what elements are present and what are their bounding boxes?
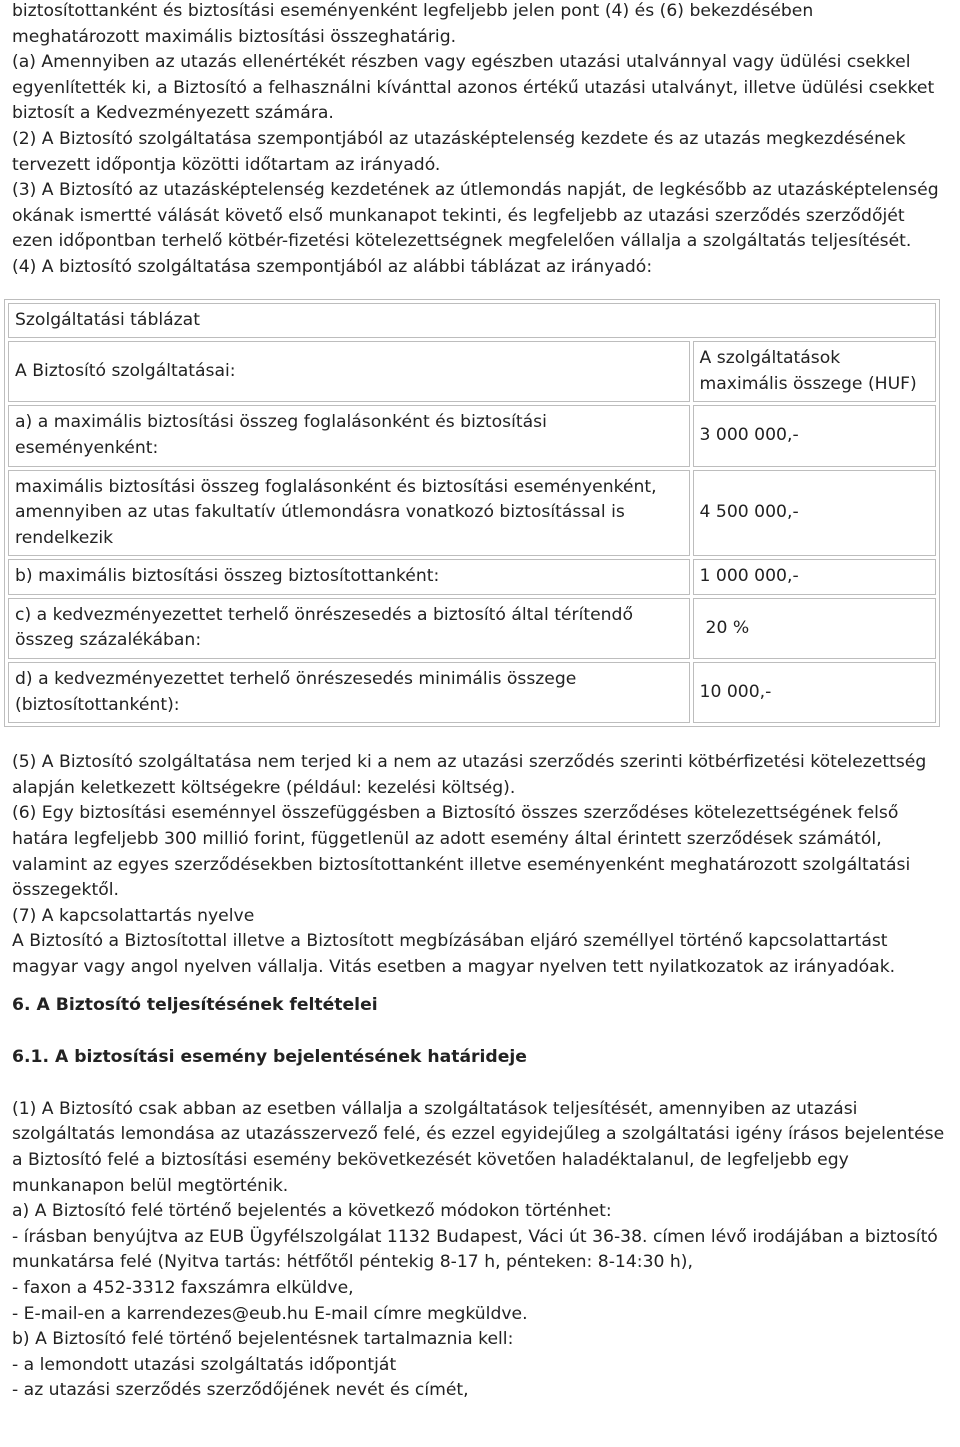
paragraph-4: (4) A biztosító szolgáltatása szempontjából az alábbi táblázat az irányadó: — [12, 256, 653, 277]
intro-line-1: biztosítottanként és biztosítási eseményenként legfeljebb jelen pont (4) és (6) bekezdésében — [12, 1, 814, 21]
table-cell-value: 10 000,- — [693, 662, 936, 723]
table-cell-label: d) a kedvezményezettet terhelő önrészesedés minimális összege (biztosítottanként): — [8, 662, 690, 723]
table-row — [8, 559, 936, 595]
section-heading-6-1: 6.1. A biztosítási esemény bejelentésének határideje — [12, 1047, 527, 1068]
paragraph-6: (6) Egy biztosítási eseménnyel összefüggésben a Biztosító összes szerződéses kötelezettségének felső határa legfeljebb 300 millió forint, függetlenül az adott esemény által érintett szerződések számától, valamint az egyes szerződésekben biztosítottanként illetve eseményenként meghatározott szolgáltatási összegektől. — [12, 803, 911, 901]
list-item: a) A Biztosító felé történő bejelentés a következő módokon történhet: — [12, 1201, 612, 1222]
table-header-amount: A szolgáltatások maximális összege (HUF) — [693, 341, 936, 402]
table-row — [8, 598, 936, 659]
table-header-services: A Biztosító szolgáltatásai: — [8, 341, 690, 402]
section-heading-6: 6. A Biztosító teljesítésének feltételei — [12, 994, 378, 1015]
list-item: b) A Biztosító felé történő bejelentésnek tartalmaznia kell: — [12, 1329, 514, 1350]
paragraph-3: (3) A Biztosító az utazásképtelenség kezdetének az útlemondás napját, de legkésőbb az utazásképtelenség okának ismertté válását követő első munkanapot tekinti, és legfeljebb az utazási szerződés szerződőjét ezen időpontban terhelő kötbér-fizetési kötelezettségnek megfelelően vállalja a szolgáltatás teljesítését. — [12, 180, 939, 252]
paragraph-a: (a) Amennyiben az utazás ellenértékét részben vagy egészben utazási utalvánnyal vagy üdülési csekkel egyenlítették ki, a Biztosító a felhasználni kívánttal azonos értékű utazási utalványt, illetve üdülési csekket biztosít a Kedvezményezett számára. — [12, 52, 935, 124]
table-row — [8, 405, 936, 466]
table-cell-value: 3 000 000,- — [693, 405, 936, 466]
list-item: - a lemondott utazási szolgáltatás időpontját — [12, 1354, 397, 1375]
list-item: - írásban benyújtva az EUB Ügyfélszolgálat 1132 Budapest, Váci út 36-38. címen lévő irodájában a biztosító munkatársa felé (Nyitva tartás: hétfőtől péntekig 8-17 h, pénteken: 8-14:30 h), — [12, 1226, 938, 1273]
table-cell-label: maximális biztosítási összeg foglalásonként és biztosítási eseményenként, amennyiben az utas fakultatív útlemondásra vonatkozó biztosítással is rendelkezik — [8, 470, 690, 557]
paragraph-6-1-1: (1) A Biztosító csak abban az esetben vállalja a szolgáltatások teljesítését, amennyiben az utazási szolgáltatás lemondása az utazásszervező felé, és ezzel egyidejűleg a szolgáltatási igény írásos bejelentése a Biztosító felé a biztosítási esemény bekövetkezését követően haladéktalanul, de legfeljebb egy munkanapon belül megtörténik. — [12, 1098, 945, 1196]
table-cell-value: 20 % — [693, 598, 936, 659]
paragraph-7-title: (7) A kapcsolattartás nyelve — [12, 905, 255, 926]
paragraph-5: (5) A Biztosító szolgáltatása nem terjed ki a nem az utazási szerződés szerinti kötbérfizetési kötelezettség alapján keletkezett költségekre (például: kezelési költség). — [12, 752, 927, 798]
table-cell-value: 4 500 000,- — [693, 470, 936, 557]
table-row — [8, 470, 936, 557]
paragraph-7-body: A Biztosító a Biztosítottal illetve a Biztosított megbízásában eljáró személlyel történő kapcsolattartást magyar vagy angol nyelven vállalja. Vitás esetben a magyar nyelven tett nyilatkozatok az irányadóak. — [12, 931, 896, 977]
table-header-row — [8, 341, 936, 402]
table-row — [8, 662, 936, 723]
intro-line-2: meghatározott maximális biztosítási összeghatárig. — [12, 26, 457, 47]
service-table — [4, 299, 940, 728]
list-item: - az utazási szerződés szerződőjének nevét és címét, — [12, 1380, 469, 1401]
table-cell-label: c) a kedvezményezettet terhelő önrészesedés a biztosító által térítendő összeg százalékában: — [8, 598, 690, 659]
table-cell-label: a) a maximális biztosítási összeg foglalásonként és biztosítási eseményenként: — [8, 405, 690, 466]
list-item-email: - E-mail-en a karrendezes@eub.hu E-mail címre megküldve. — [12, 1303, 528, 1324]
table-title-row — [8, 303, 936, 339]
table-cell-value: 1 000 000,- — [693, 559, 936, 595]
table-title: Szolgáltatási táblázat — [8, 303, 936, 339]
table-cell-label: b) maximális biztosítási összeg biztosítottanként: — [8, 559, 690, 595]
list-item: - faxon a 452-3312 faxszámra elküldve, — [12, 1277, 354, 1298]
paragraph-2: (2) A Biztosító szolgáltatása szempontjából az utazásképtelenség kezdete és az utazás megkezdésének tervezett időpontja közötti időtartam az irányadó. — [12, 128, 906, 175]
